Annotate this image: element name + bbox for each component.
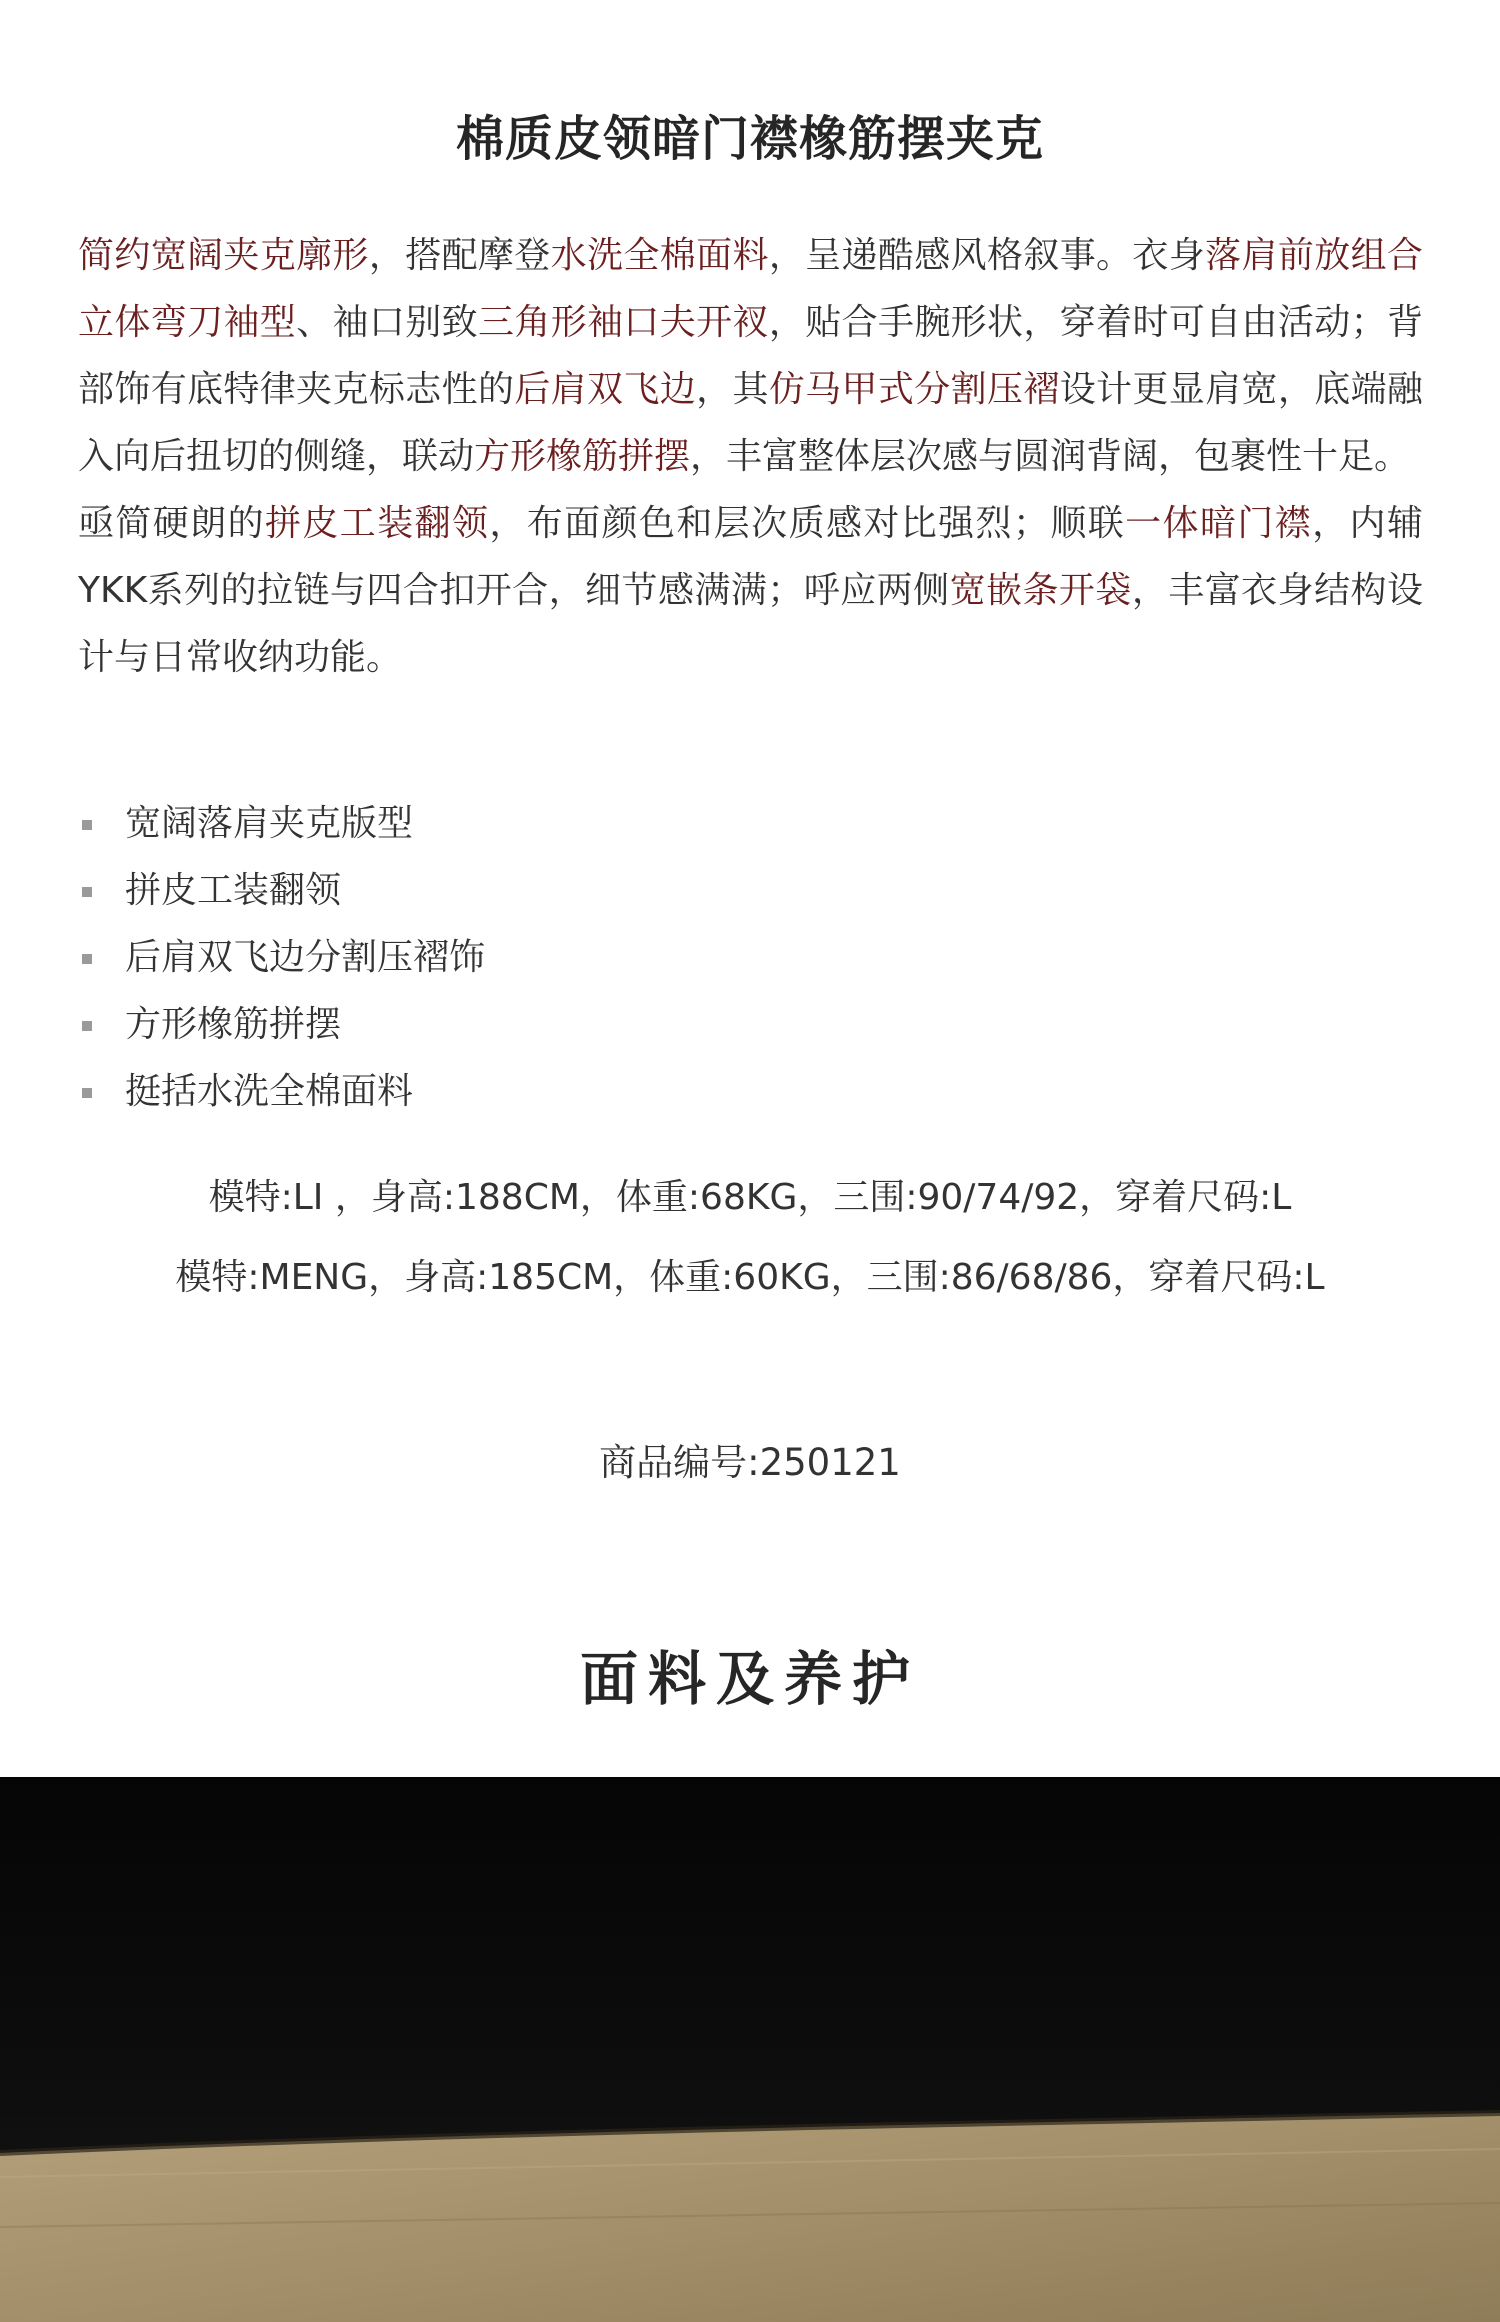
feature-label: 挺括水洗全棉面料 (125, 1071, 414, 1112)
feature-item (78, 1058, 485, 1125)
description-text: ，其 (696, 369, 769, 410)
highlight-text: 拼皮工装翻领 (265, 503, 490, 544)
description-paragraph-1 (78, 222, 1423, 490)
highlight-text: 宽嵌条开袋 (949, 570, 1132, 611)
square-bullet-icon (82, 1088, 92, 1098)
model-info-line: 模特:LI ，身高:188CM，体重:68KG，三围:90/74/92，穿着尺码:L (208, 1177, 1292, 1218)
highlight-text: 简约宽阔夹克廓形 (78, 235, 369, 276)
feature-list (78, 790, 485, 1125)
square-bullet-icon (82, 954, 92, 964)
description-text: ，贴合手腕形状，穿着时可自由活动；背部饰有底特律夹克标志性的 (78, 302, 1423, 410)
feature-item (78, 790, 485, 857)
fabric-detail-photo (0, 1777, 1500, 2322)
description-text: 、袖口别致 (296, 302, 478, 343)
highlight-text: 后肩双飞边 (514, 369, 697, 410)
description-text: ，丰富衣身结构设计与日常收纳功能。 (78, 570, 1423, 678)
square-bullet-icon (82, 1021, 92, 1031)
description-text: ，丰富整体层次感与圆润背阔，包裹性十足。 (690, 436, 1411, 477)
description-text: ，内辅YKK系列的拉链与四合扣开合，细节感满满；呼应两侧 (78, 503, 1423, 611)
highlight-text: 水洗全棉面料 (550, 235, 769, 276)
feature-item (78, 991, 485, 1058)
feature-label: 方形橡筋拼摆 (125, 1004, 342, 1045)
feature-label: 拼皮工装翻领 (125, 870, 342, 911)
description-paragraph-2 (78, 490, 1423, 691)
fabric-photo-image (0, 1777, 1500, 2322)
highlight-text: 方形橡筋拼摆 (474, 436, 691, 477)
feature-label: 宽阔落肩夹克版型 (125, 803, 414, 844)
square-bullet-icon (82, 820, 92, 830)
fabric-care-heading: 面料及养护 (579, 1645, 920, 1713)
model-info (0, 1158, 1500, 1318)
description-text: ，搭配摩登 (368, 235, 551, 276)
description-text: 设计更显肩宽，底端融入向后扭切的侧缝，联动 (78, 369, 1423, 477)
feature-item (78, 924, 485, 991)
product-sku: 商品编号:250121 (599, 1441, 901, 1484)
product-title: 棉质皮领暗门襟橡筋摆夹克 (455, 111, 1044, 167)
highlight-text: 仿马甲式分割压褶 (768, 369, 1060, 410)
square-bullet-icon (82, 887, 92, 897)
description-text: 亟简硬朗的 (78, 503, 265, 544)
feature-label: 后肩双飞边分割压褶饰 (125, 937, 486, 978)
feature-item (78, 857, 485, 924)
product-description (78, 222, 1423, 691)
highlight-text: 三角形袖口夫开衩 (477, 302, 769, 343)
highlight-text: 落肩前放组合立体弯刀袖型 (78, 235, 1423, 343)
highlight-text: 一体暗门襟 (1125, 503, 1313, 544)
description-text: ，布面颜色和层次质感对比强烈；顺联 (489, 503, 1126, 544)
model-info-line: 模特:MENG，身高:185CM，体重:60KG，三围:86/68/86，穿着尺码:L (175, 1257, 1325, 1298)
description-text: ，呈递酷感风格叙事。衣身 (768, 235, 1206, 276)
